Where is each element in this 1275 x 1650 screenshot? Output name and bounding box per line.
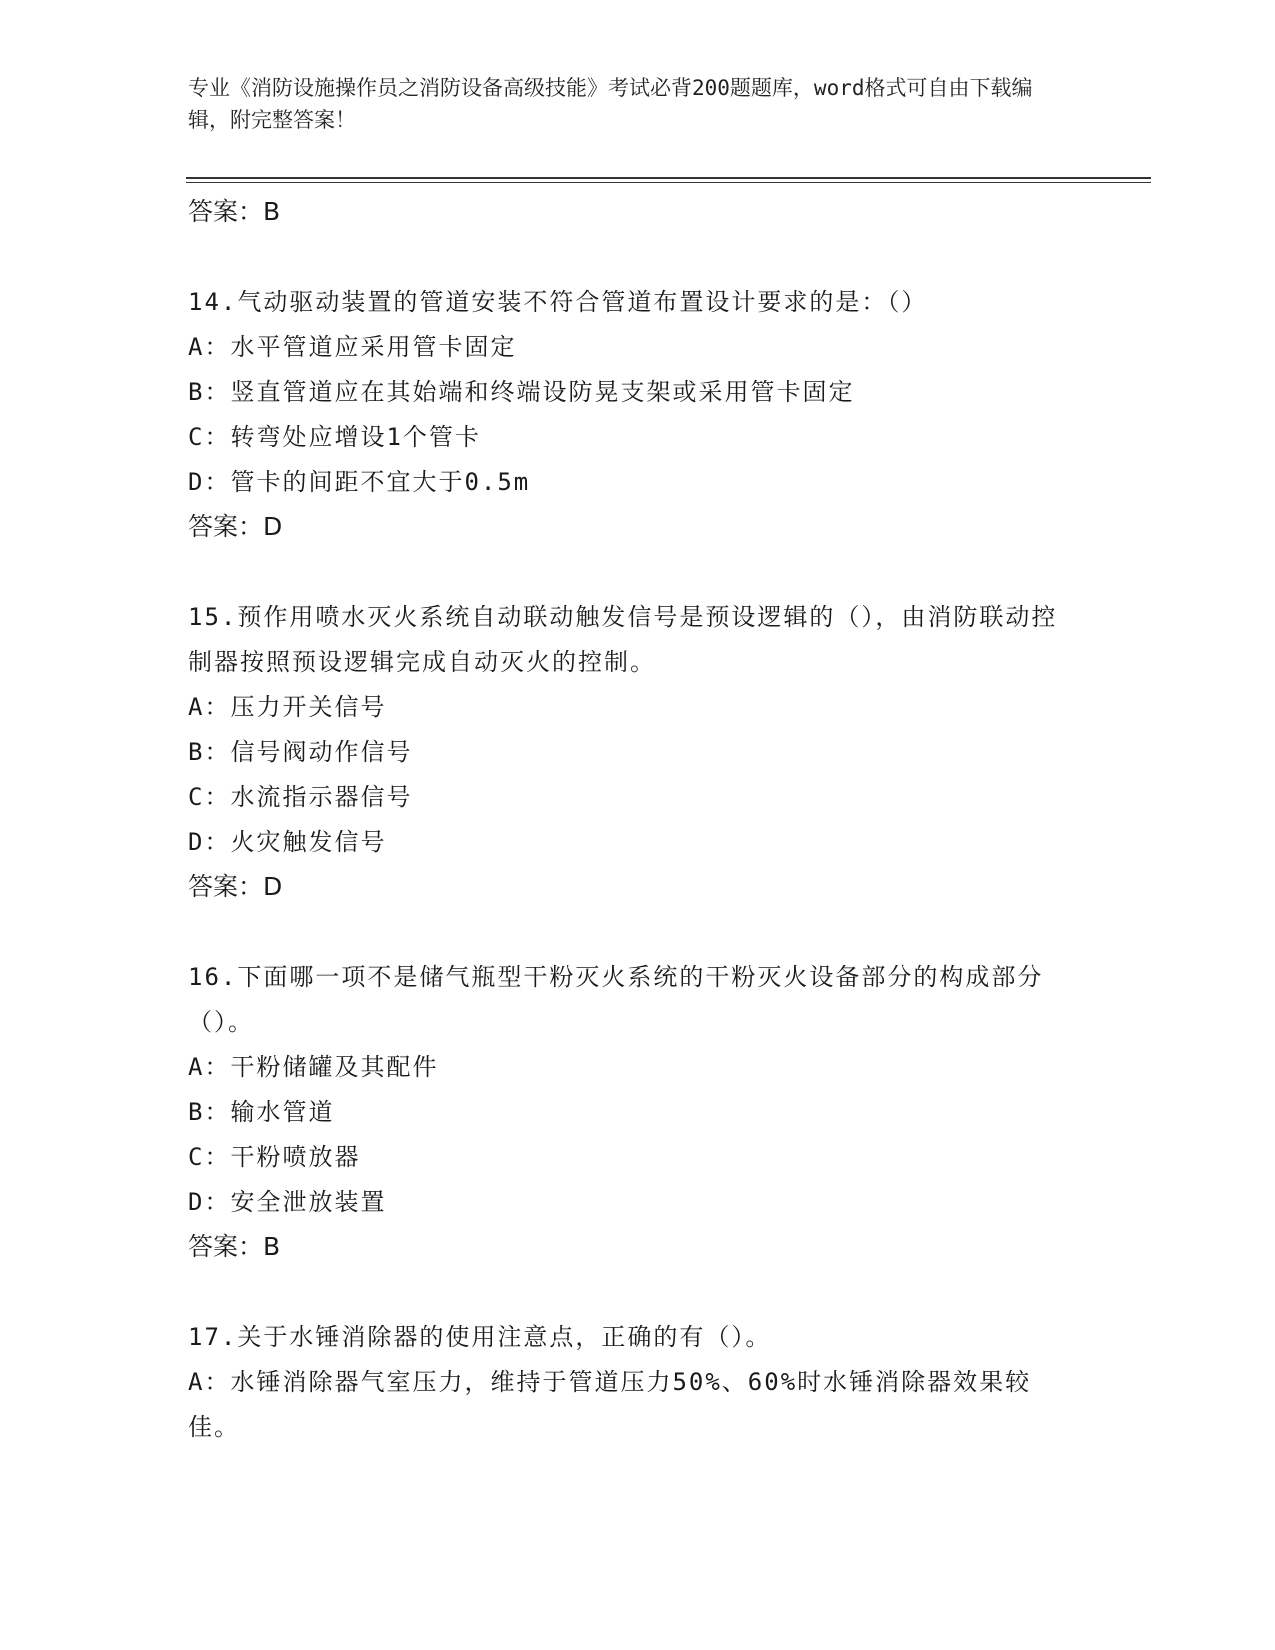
question-stem: 14.气动驱动装置的管道安装不符合管道布置设计要求的是：（） xyxy=(188,288,928,316)
question-14 xyxy=(188,280,1088,549)
question-stem: 16.下面哪一项不是储气瓶型干粉灭火系统的干粉灭火设备部分的构成部分（）。 xyxy=(188,963,1044,1036)
question-16 xyxy=(188,955,1088,1269)
document-body xyxy=(188,190,1088,1450)
option-c: C：水流指示器信号 xyxy=(188,783,413,811)
option-a: A：压力开关信号 xyxy=(188,693,387,721)
question-stem: 17.关于水锤消除器的使用注意点，正确的有（）。 xyxy=(188,1323,772,1351)
document-header: 专业《消防设施操作员之消防设备高级技能》考试必背200题题库，word格式可自由下载编辑，附完整答案！ xyxy=(188,76,1033,132)
question-17 xyxy=(188,1315,1088,1450)
option-a: A：干粉储罐及其配件 xyxy=(188,1053,439,1081)
answer-line: 答案：D xyxy=(188,512,283,541)
option-c: C：干粉喷放器 xyxy=(188,1143,361,1171)
answer-line: 答案：B xyxy=(188,197,281,226)
option-b: B：竖直管道应在其始端和终端设防晃支架或采用管卡固定 xyxy=(188,378,855,406)
option-b: B：信号阀动作信号 xyxy=(188,738,413,766)
answer-line: 答案：D xyxy=(188,872,283,901)
header-divider-thin xyxy=(186,182,1151,183)
question-15 xyxy=(188,595,1088,909)
option-d: D：安全泄放装置 xyxy=(188,1188,387,1216)
option-d: D：管卡的间距不宜大于0.5m xyxy=(188,468,531,496)
question-stem: 15.预作用喷水灭火系统自动联动触发信号是预设逻辑的（），由消防联动控制器按照预设逻辑完成自动灭火的控制。 xyxy=(188,603,1058,676)
option-a: A：水锤消除器气室压力，维持于管道压力50%、60%时水锤消除器效果较佳。 xyxy=(188,1368,1032,1441)
answer-line: 答案：B xyxy=(188,1232,281,1261)
option-d: D：火灾触发信号 xyxy=(188,828,387,856)
option-c: C：转弯处应增设1个管卡 xyxy=(188,423,481,451)
option-b: B：输水管道 xyxy=(188,1098,335,1126)
header-divider-thick xyxy=(186,177,1151,179)
option-a: A：水平管道应采用管卡固定 xyxy=(188,333,517,361)
